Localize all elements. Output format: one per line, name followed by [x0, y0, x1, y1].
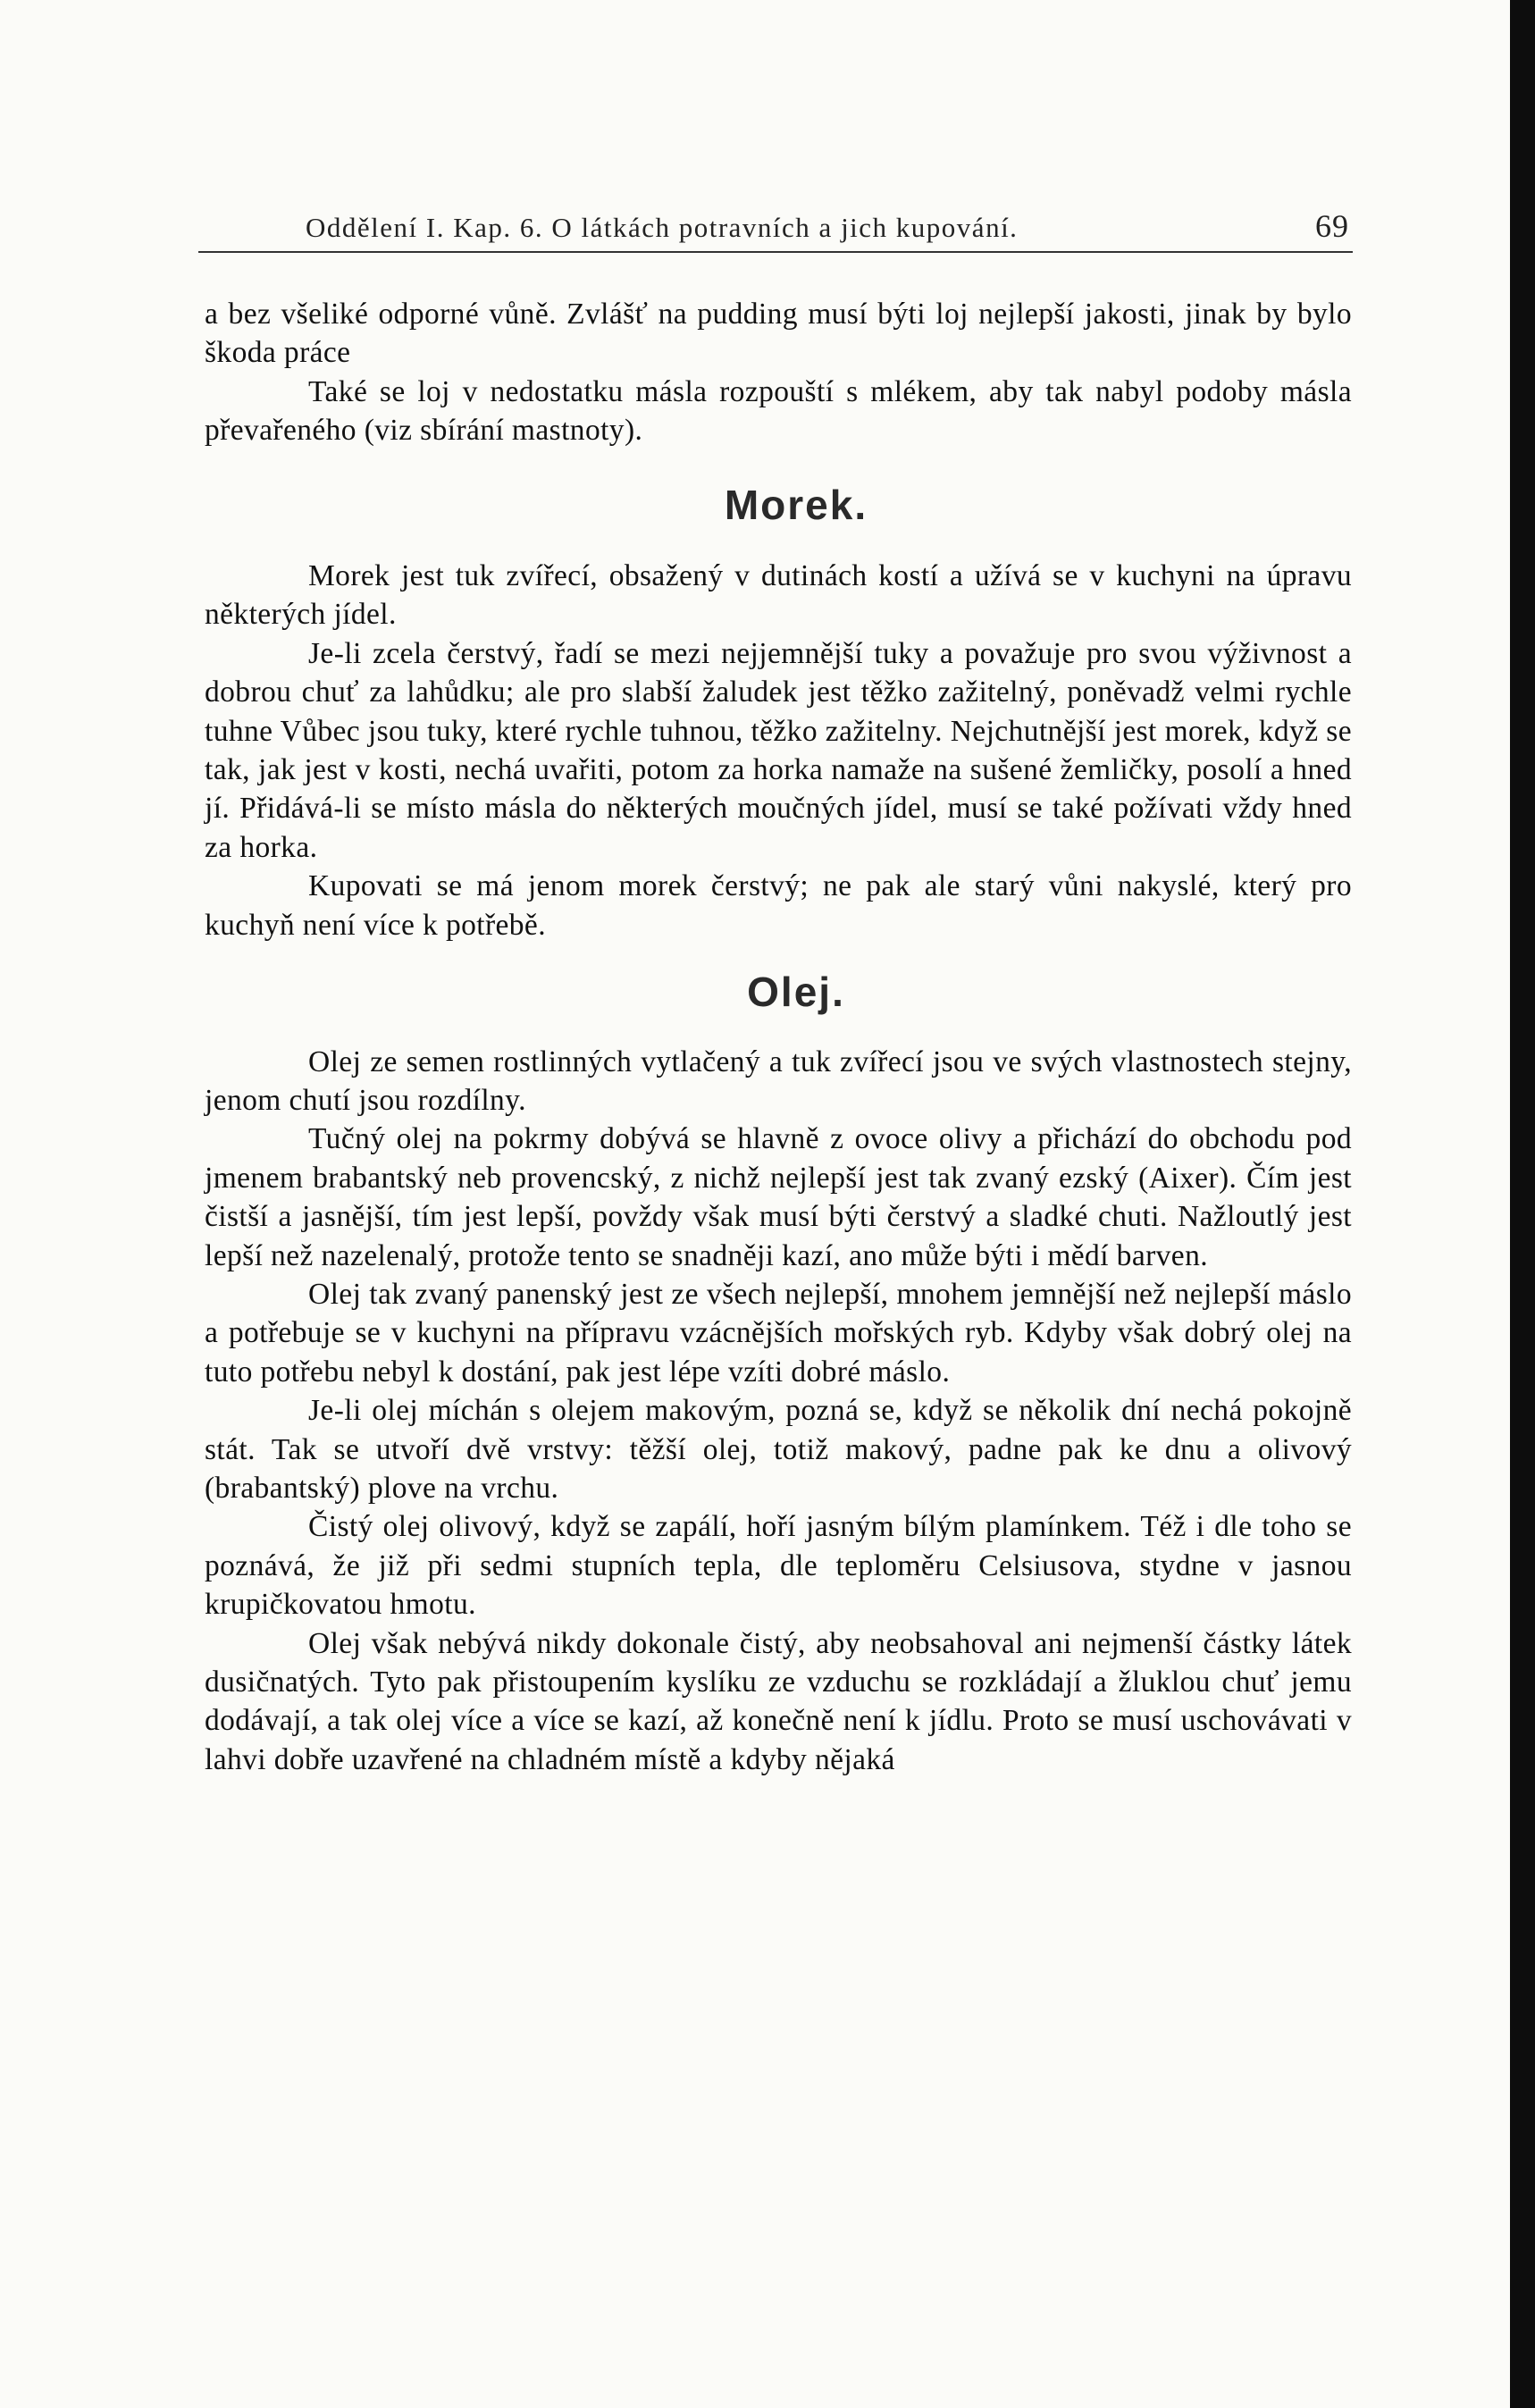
intro-paragraph: a bez všeliké odporné vůně. Zvlášť na pudding musí býti loj nejlepší jakosti, jinak by bylo škoda práce	[205, 298, 1352, 370]
olej-paragraph-5: Čistý olej olivový, když se zapálí, hoří jasným bílým plamínkem. Též i dle toho se poznává, že již při sedmi stupních tepla, dle teploměru Celsiusova, stydne v jasnou krupičkovatou hmotu.	[205, 1510, 1352, 1622]
intro-paragraph-2: Také se loj v nedostatku másla rozpouští s mlékem, aby tak nabyl podoby másla převařeného (viz sbírání mastnoty).	[205, 374, 1352, 448]
olej-paragraph-1: Olej ze semen rostlinných vytlačený a tuk zvířecí jsou ve svých vlastnostech stejny, jenom chutí jsou rozdílny.	[205, 1045, 1352, 1117]
section-title-olej: Olej.	[747, 969, 845, 1016]
page-number: 69	[1315, 208, 1349, 244]
olej-paragraph-4: Je-li olej míchán s olejem makovým, pozná se, když se několik dní nechá pokojně stát. Tak se utvoří dvě vrstvy: těžší olej, totiž makový, padne pak ke dnu a olivový (brabantský) plove na vrchu.	[205, 1394, 1352, 1505]
morek-paragraph-1: Morek jest tuk zvířecí, obsažený v dutinách kostí a užívá se v kuchyni na úpravu některých jídel.	[205, 559, 1352, 632]
header-rule	[198, 251, 1353, 253]
olej-paragraph-3: Olej tak zvaný panenský jest ze všech nejlepší, mnohem jemnější než nejlepší máslo a potřebuje se v kuchyni na přípravu vzácnějších mořských ryb. Kdyby však dobrý olej na tuto potřebu nebyl k dostání, pak jest lépe vzíti dobré máslo.	[205, 1277, 1352, 1389]
running-header	[206, 207, 1349, 245]
olej-paragraph-2: Tučný olej na pokrmy dobývá se hlavně z ovoce olivy a přichází do obchodu pod jmenem brabantský neb provencský, z nichž nejlepší jest tak zvaný ezský (Aixer). Čím jest čistší a jasnější, tím jest lepší, povždy však musí býti čerstvý a sladké chuti. Nažloutlý jest lepší než nazelenalý, protože tento se snadněji kazí, ano může býti i mědí barven.	[205, 1122, 1352, 1272]
scan-edge	[1510, 0, 1535, 2408]
morek-paragraph-3: Kupovati se má jenom morek čerstvý; ne pak ale starý vůni nakyslé, který pro kuchyň není více k potřebě.	[205, 869, 1352, 942]
running-title: Oddělení I. Kap. 6. O látkách potravních a jich kupování.	[306, 212, 1019, 243]
morek-paragraph-2: Je-li zcela čerstvý, řadí se mezi nejjemnější tuky a považuje pro svou výživnost a dobrou chuť za lahůdku; ale pro slabší žaludek jest těžko zažitelný, poněvadž velmi rychle tuhne Vůbec jsou tuky, které rychle tuhnou, těžko zažitelny. Nejchutnější jest morek, když se tak, jak jest v kosti, nechá uvařiti, potom za horka namaže na sušené žemličky, posolí a hned jí. Přidává-li se místo másla do některých moučných jídel, musí se také požívati vždy hned za horka.	[205, 636, 1352, 864]
section-title-morek: Morek.	[724, 481, 868, 528]
page-body	[205, 295, 1352, 1779]
olej-paragraph-6: Olej však nebývá nikdy dokonale čistý, aby neobsahoval ani nejmenší částky látek dusičnatých. Tyto pak přistoupením kyslíku ze vzduchu se rozkládají a žluklou chuť jemu dodávají, a tak olej více a více se kazí, až konečně není k jídlu. Proto se musí uschovávati v lahvi dobře uzavřené na chladném místě a kdyby nějaká	[205, 1626, 1352, 1776]
